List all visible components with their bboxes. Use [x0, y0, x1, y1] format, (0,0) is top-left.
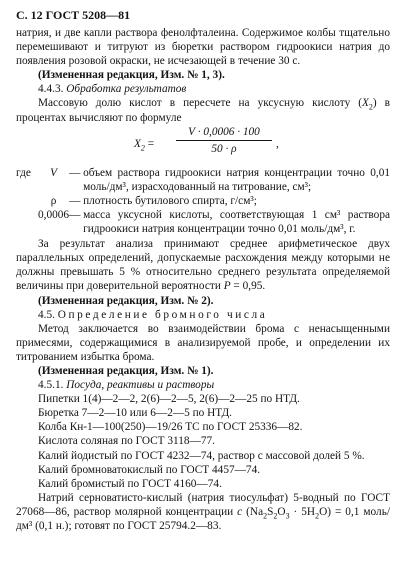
- list-item: Колба Кн-1—100(250)—19/26 ТС по ГОСТ 25336—82.: [38, 421, 303, 434]
- text: O) = 0,1 моль/дм³ (0,1 н.); готовят по ГОСТ 25794.2—83.: [16, 505, 390, 532]
- subscript: 2: [368, 102, 373, 112]
- def-text: объем раствора гидроокиси натрия концентрации точно 0,01 моль/дм³, израсходованный на титрование, см³;: [83, 166, 390, 193]
- formula: [116, 125, 390, 165]
- variable: c: [237, 505, 243, 518]
- text: O: [277, 505, 286, 518]
- list-item: Калий бромноватокислый по ГОСТ 4457—74.: [38, 463, 261, 476]
- section-number: 4.5.: [38, 308, 55, 321]
- text: · 5H: [289, 505, 316, 518]
- definitions-table: [16, 166, 390, 236]
- list-item: Калий бромистый по ГОСТ 4160—74.: [38, 477, 222, 490]
- list-item: Пипетки 1(4)—2—2, 2(6)—2—5, 2(6)—2—25 по НТД.: [38, 393, 300, 406]
- text: ) в процентах вычисляют по формуле: [16, 97, 391, 124]
- text: = 0,95.: [230, 280, 266, 293]
- document-page: [16, 8, 390, 533]
- subscript: 3: [285, 511, 290, 521]
- definition-row: [16, 194, 390, 208]
- definition-row: [16, 208, 390, 236]
- subscript: 2: [263, 511, 268, 521]
- page-header: С. 12 ГОСТ 5208—81: [16, 8, 131, 22]
- def-dash: —: [69, 194, 81, 207]
- section-number: 4.5.1.: [38, 379, 64, 392]
- def-prefix: [16, 194, 38, 208]
- paragraph-titration: натрия, и две капли раствора фенолфталеина. Содержимое колбы тщательно перемешивают и титруют из бюретки раствором гидроокиси натрия до появления розовой окраски, не исчезающей в течение 30 с.: [16, 27, 390, 68]
- numerator: V · 0,0006 · 100: [176, 125, 272, 141]
- text: За результат анализа принимают среднее арифметическое двух параллельных определений, допускаемые расхождения между которыми не должны превышать 5 % относительно среднего результата определяемой величины при доверительной вероятности: [16, 238, 390, 293]
- list-item: Кислота соляная по ГОСТ 3118—77.: [38, 435, 215, 448]
- text: Массовую долю кислот в пересчете на уксусную кислоту (: [38, 97, 362, 110]
- lhs-var: X: [134, 137, 141, 150]
- variable: X: [362, 97, 369, 110]
- def-symbol: 0,0006: [38, 208, 70, 221]
- def-symbol: V: [50, 166, 57, 179]
- def-prefix: где: [16, 166, 31, 179]
- def-text: масса уксусной кислоты, соответствующая 1 см³ раствора гидроокиси натрия концентрации точно 0,01 моль/дм³, г.: [83, 208, 390, 236]
- denominator: 50 · ρ: [211, 142, 237, 155]
- subscript: 2: [273, 511, 278, 521]
- paragraph-thiosulfate: [16, 491, 390, 533]
- paragraph-method: Метод заключается во взаимодействии брома с ненасыщенными примесями, содержащимися в анализируемой пробе, и определении их титрованием избытка брома.: [16, 322, 390, 363]
- formula-lhs: [134, 137, 154, 151]
- section-4-5-1-heading: [16, 378, 390, 392]
- definition-row: [16, 166, 390, 194]
- variable: P: [223, 280, 231, 293]
- section-title: Определение бромного числа: [57, 308, 268, 321]
- lhs-sub: 2: [140, 142, 145, 152]
- text: S: [267, 505, 274, 518]
- def-prefix: [16, 208, 38, 236]
- formula-comma: ,: [276, 137, 279, 150]
- section-number: 4.4.3.: [38, 83, 64, 96]
- subscript: 2: [315, 511, 320, 521]
- paragraph-formula-intro: [16, 96, 390, 124]
- section-4-5-heading: [16, 308, 390, 322]
- def-dash: —: [69, 166, 81, 179]
- equals: =: [144, 137, 155, 150]
- list-item: Калий йодистый по ГОСТ 4232—74, раствор с массовой долей 5 %.: [38, 449, 365, 462]
- def-symbol: ρ: [50, 194, 57, 207]
- section-title: Посуда, реактивы и растворы: [66, 379, 215, 392]
- def-dash: —: [69, 208, 81, 221]
- formula-fraction: [176, 125, 272, 156]
- text: Натрий серноватисто-кислый (натрия тиосульфат) 5-водный по ГОСТ 27068—86, раствор молярной концентрации: [16, 491, 390, 518]
- def-text: плотность бутилового спирта, г/см³;: [83, 194, 257, 207]
- text: (Na: [242, 505, 264, 518]
- edition-note-2: (Измененная редакция, Изм. № 2).: [38, 294, 214, 307]
- section-4-4-3-heading: [16, 82, 390, 96]
- section-title: Обработка результатов: [66, 83, 187, 96]
- edition-note-3: (Измененная редакция, Изм. № 1).: [38, 364, 214, 377]
- edition-note-1: (Измененная редакция, Изм. № 1, 3).: [38, 69, 225, 82]
- list-item: Бюретка 7—2—10 или 6—2—5 по НТД.: [38, 407, 233, 420]
- paragraph-result: [16, 237, 390, 293]
